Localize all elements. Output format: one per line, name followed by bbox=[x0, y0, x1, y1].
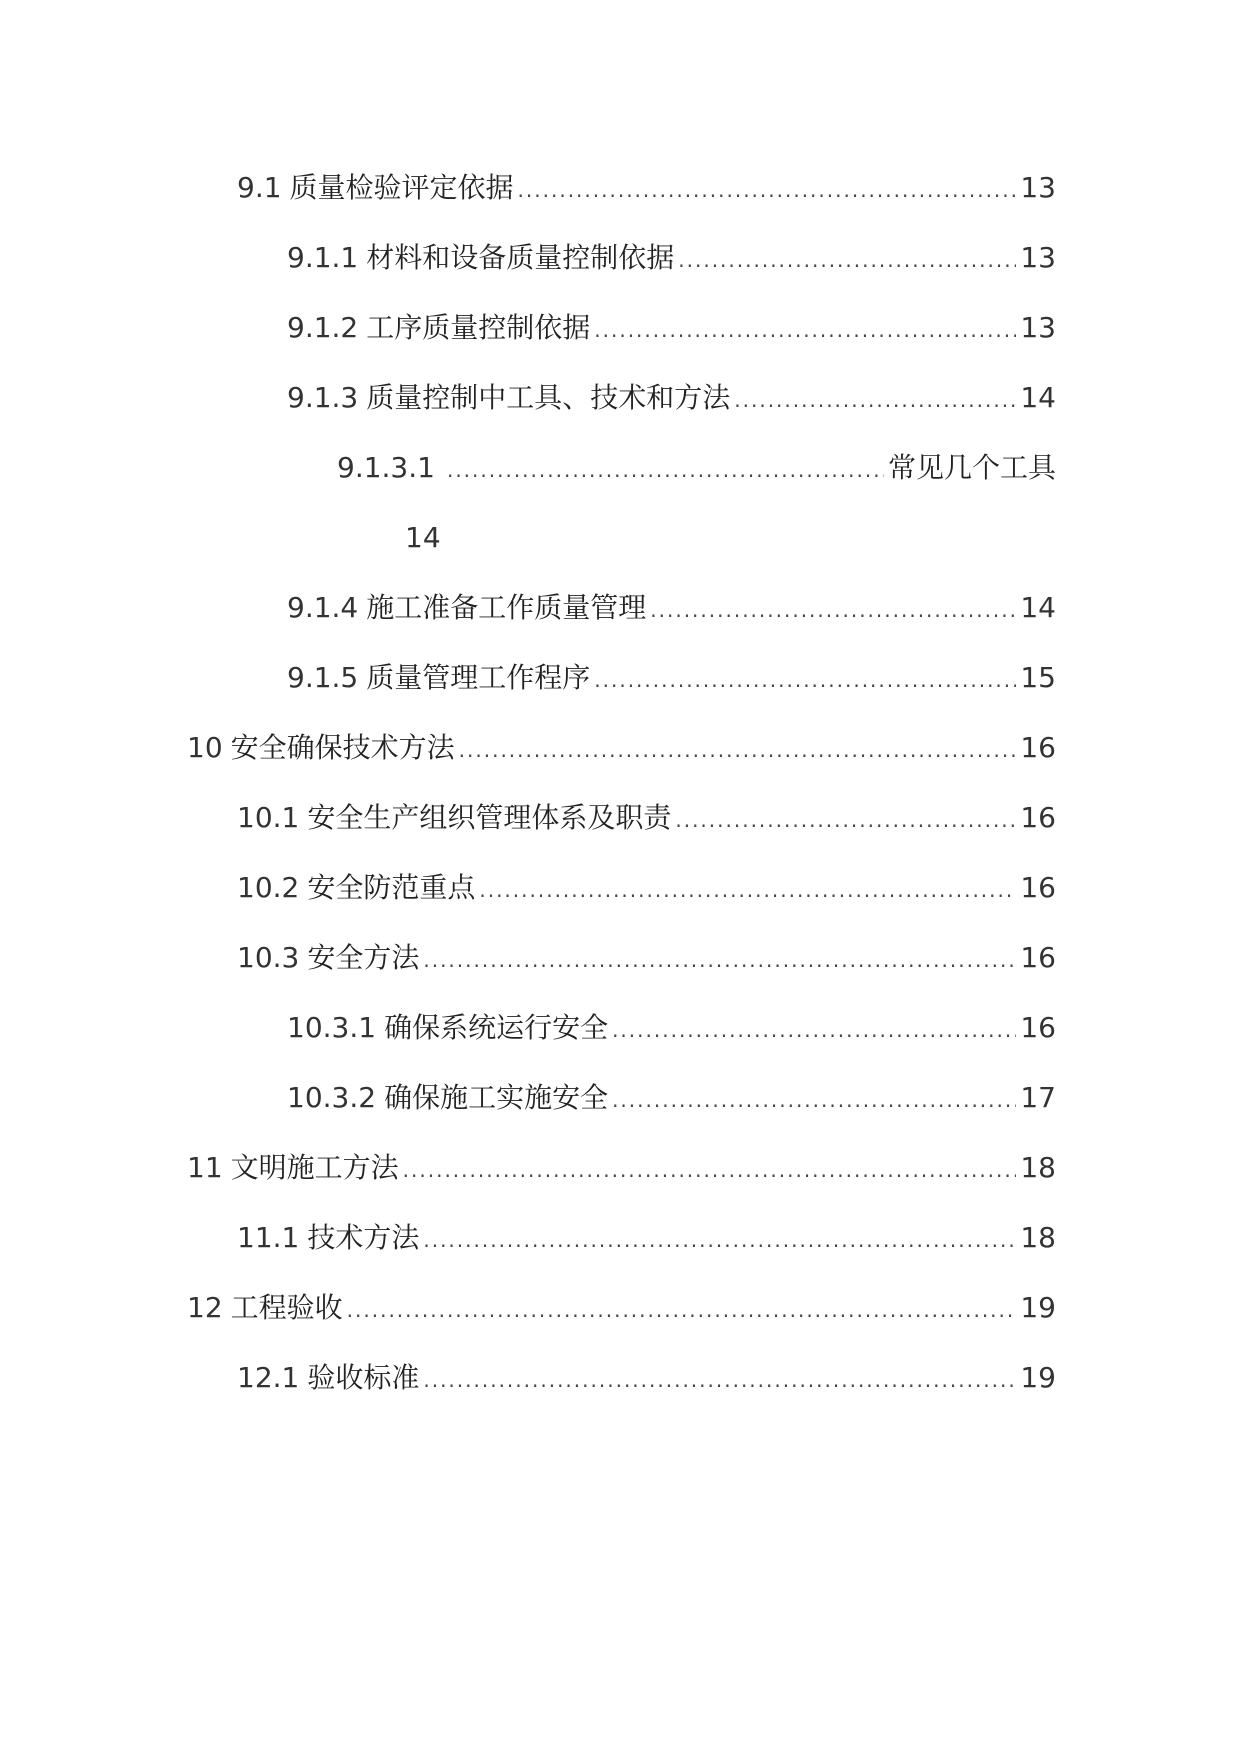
toc-entry[interactable] bbox=[237, 1358, 1056, 1398]
toc-entry-page: 19 bbox=[1020, 1291, 1056, 1324]
toc-entry-page: 18 bbox=[1020, 1151, 1056, 1184]
toc-entry-title: 质量管理工作程序 bbox=[366, 661, 591, 694]
dot-leader bbox=[459, 730, 1017, 770]
toc-entry-page: 18 bbox=[1020, 1221, 1056, 1254]
toc-entry-number: 12 bbox=[187, 1291, 223, 1324]
toc-entry-number: 9.1.1 bbox=[287, 241, 359, 274]
toc-entry-number: 10.1 bbox=[237, 801, 300, 834]
toc-entry-title: 确保系统运行安全 bbox=[384, 1011, 609, 1044]
toc-entry-title: 技术方法 bbox=[307, 1221, 420, 1254]
toc-entry[interactable] bbox=[237, 1218, 1056, 1258]
toc-entry-number: 11 bbox=[187, 1151, 223, 1184]
toc-entry-title: 安全生产组织管理体系及职责 bbox=[307, 801, 672, 834]
toc-entry-page: 16 bbox=[1020, 871, 1056, 904]
dot-leader bbox=[518, 170, 1017, 210]
toc-entry[interactable] bbox=[287, 1008, 1056, 1048]
toc-entry-number: 9.1.5 bbox=[287, 661, 359, 694]
toc-entry-page: 13 bbox=[1020, 241, 1056, 274]
toc-entry-number: 11.1 bbox=[237, 1221, 300, 1254]
toc-entry-number: 9.1.3.1 bbox=[337, 451, 435, 484]
toc-entry-title: 质量检验评定依据 bbox=[289, 171, 514, 204]
toc-entry-title: 安全防范重点 bbox=[307, 871, 476, 904]
toc-entry-page: 13 bbox=[1020, 311, 1056, 344]
toc-entry-page: 16 bbox=[1020, 731, 1056, 764]
toc-entry-number: 9.1 bbox=[237, 171, 282, 204]
dot-leader bbox=[612, 1080, 1016, 1120]
toc-entry-title: 施工准备工作质量管理 bbox=[366, 591, 647, 624]
toc-entry-title: 文明施工方法 bbox=[230, 1151, 399, 1184]
toc-entry-page: 16 bbox=[1020, 1011, 1056, 1044]
toc-entry-number: 9.1.2 bbox=[287, 311, 359, 344]
toc-entry[interactable] bbox=[237, 798, 1056, 838]
toc-entry-title: 确保施工实施安全 bbox=[384, 1081, 609, 1114]
dot-leader bbox=[612, 1010, 1016, 1050]
toc-entry-title: 常见几个工具 bbox=[887, 451, 1056, 484]
toc-entry[interactable] bbox=[287, 308, 1056, 348]
toc-entry[interactable] bbox=[237, 938, 1056, 978]
toc-entry[interactable] bbox=[187, 1148, 1056, 1188]
toc-entry[interactable] bbox=[287, 1078, 1056, 1118]
toc-entry-title: 质量控制中工具、技术和方法 bbox=[366, 381, 731, 414]
dot-leader bbox=[594, 660, 1016, 700]
toc-entry-page: 17 bbox=[1020, 1081, 1056, 1114]
dot-leader bbox=[734, 380, 1016, 420]
toc-entry-title: 材料和设备质量控制依据 bbox=[366, 241, 675, 274]
dot-leader bbox=[650, 590, 1016, 630]
toc-entry-title: 工序质量控制依据 bbox=[366, 311, 591, 344]
dot-leader bbox=[675, 800, 1016, 840]
dot-leader bbox=[403, 1150, 1017, 1190]
dot-leader bbox=[423, 1220, 1016, 1260]
toc-entry[interactable] bbox=[287, 588, 1056, 628]
toc-entry-number: 10.3.2 bbox=[287, 1081, 377, 1114]
dot-leader bbox=[678, 240, 1016, 280]
toc-entry-number: 9.1.3 bbox=[287, 381, 359, 414]
toc-entry[interactable] bbox=[187, 1288, 1056, 1328]
toc-entry-page: 15 bbox=[1020, 661, 1056, 694]
toc-entry[interactable] bbox=[287, 658, 1056, 698]
toc-entry-page: 14 bbox=[1020, 591, 1056, 624]
toc-entry-number: 10 bbox=[187, 731, 223, 764]
toc-entry-title: 工程验收 bbox=[230, 1291, 343, 1324]
toc-entry[interactable] bbox=[237, 168, 1056, 208]
toc-entry-page: 16 bbox=[1020, 801, 1056, 834]
toc-entry-number: 10.2 bbox=[237, 871, 300, 904]
toc-entry-number: 10.3 bbox=[237, 941, 300, 974]
dot-leader bbox=[594, 310, 1016, 350]
toc-entry-page: 19 bbox=[1020, 1361, 1056, 1394]
toc-entry[interactable] bbox=[287, 238, 1056, 278]
dot-leader bbox=[447, 450, 884, 490]
toc-entry-page: 14 bbox=[1020, 381, 1056, 414]
toc-entry[interactable] bbox=[287, 378, 1056, 418]
toc-entry[interactable] bbox=[337, 448, 1056, 488]
dot-leader bbox=[423, 940, 1016, 980]
toc-entry-number: 10.3.1 bbox=[287, 1011, 377, 1044]
dot-leader bbox=[347, 1290, 1017, 1330]
dot-leader bbox=[423, 1360, 1016, 1400]
toc-entry-title: 验收标准 bbox=[307, 1361, 420, 1394]
dot-leader bbox=[479, 870, 1016, 910]
toc-entry-number: 9.1.4 bbox=[287, 591, 359, 624]
toc-entry-title: 安全确保技术方法 bbox=[230, 731, 455, 764]
toc-entry-page: 16 bbox=[1020, 941, 1056, 974]
toc-entry-page: 14 bbox=[405, 521, 441, 554]
toc-entry-number: 12.1 bbox=[237, 1361, 300, 1394]
toc-entry[interactable] bbox=[237, 868, 1056, 908]
toc-entry[interactable] bbox=[187, 728, 1056, 768]
toc-entry-page: 13 bbox=[1020, 171, 1056, 204]
toc-entry-title: 安全方法 bbox=[307, 941, 420, 974]
